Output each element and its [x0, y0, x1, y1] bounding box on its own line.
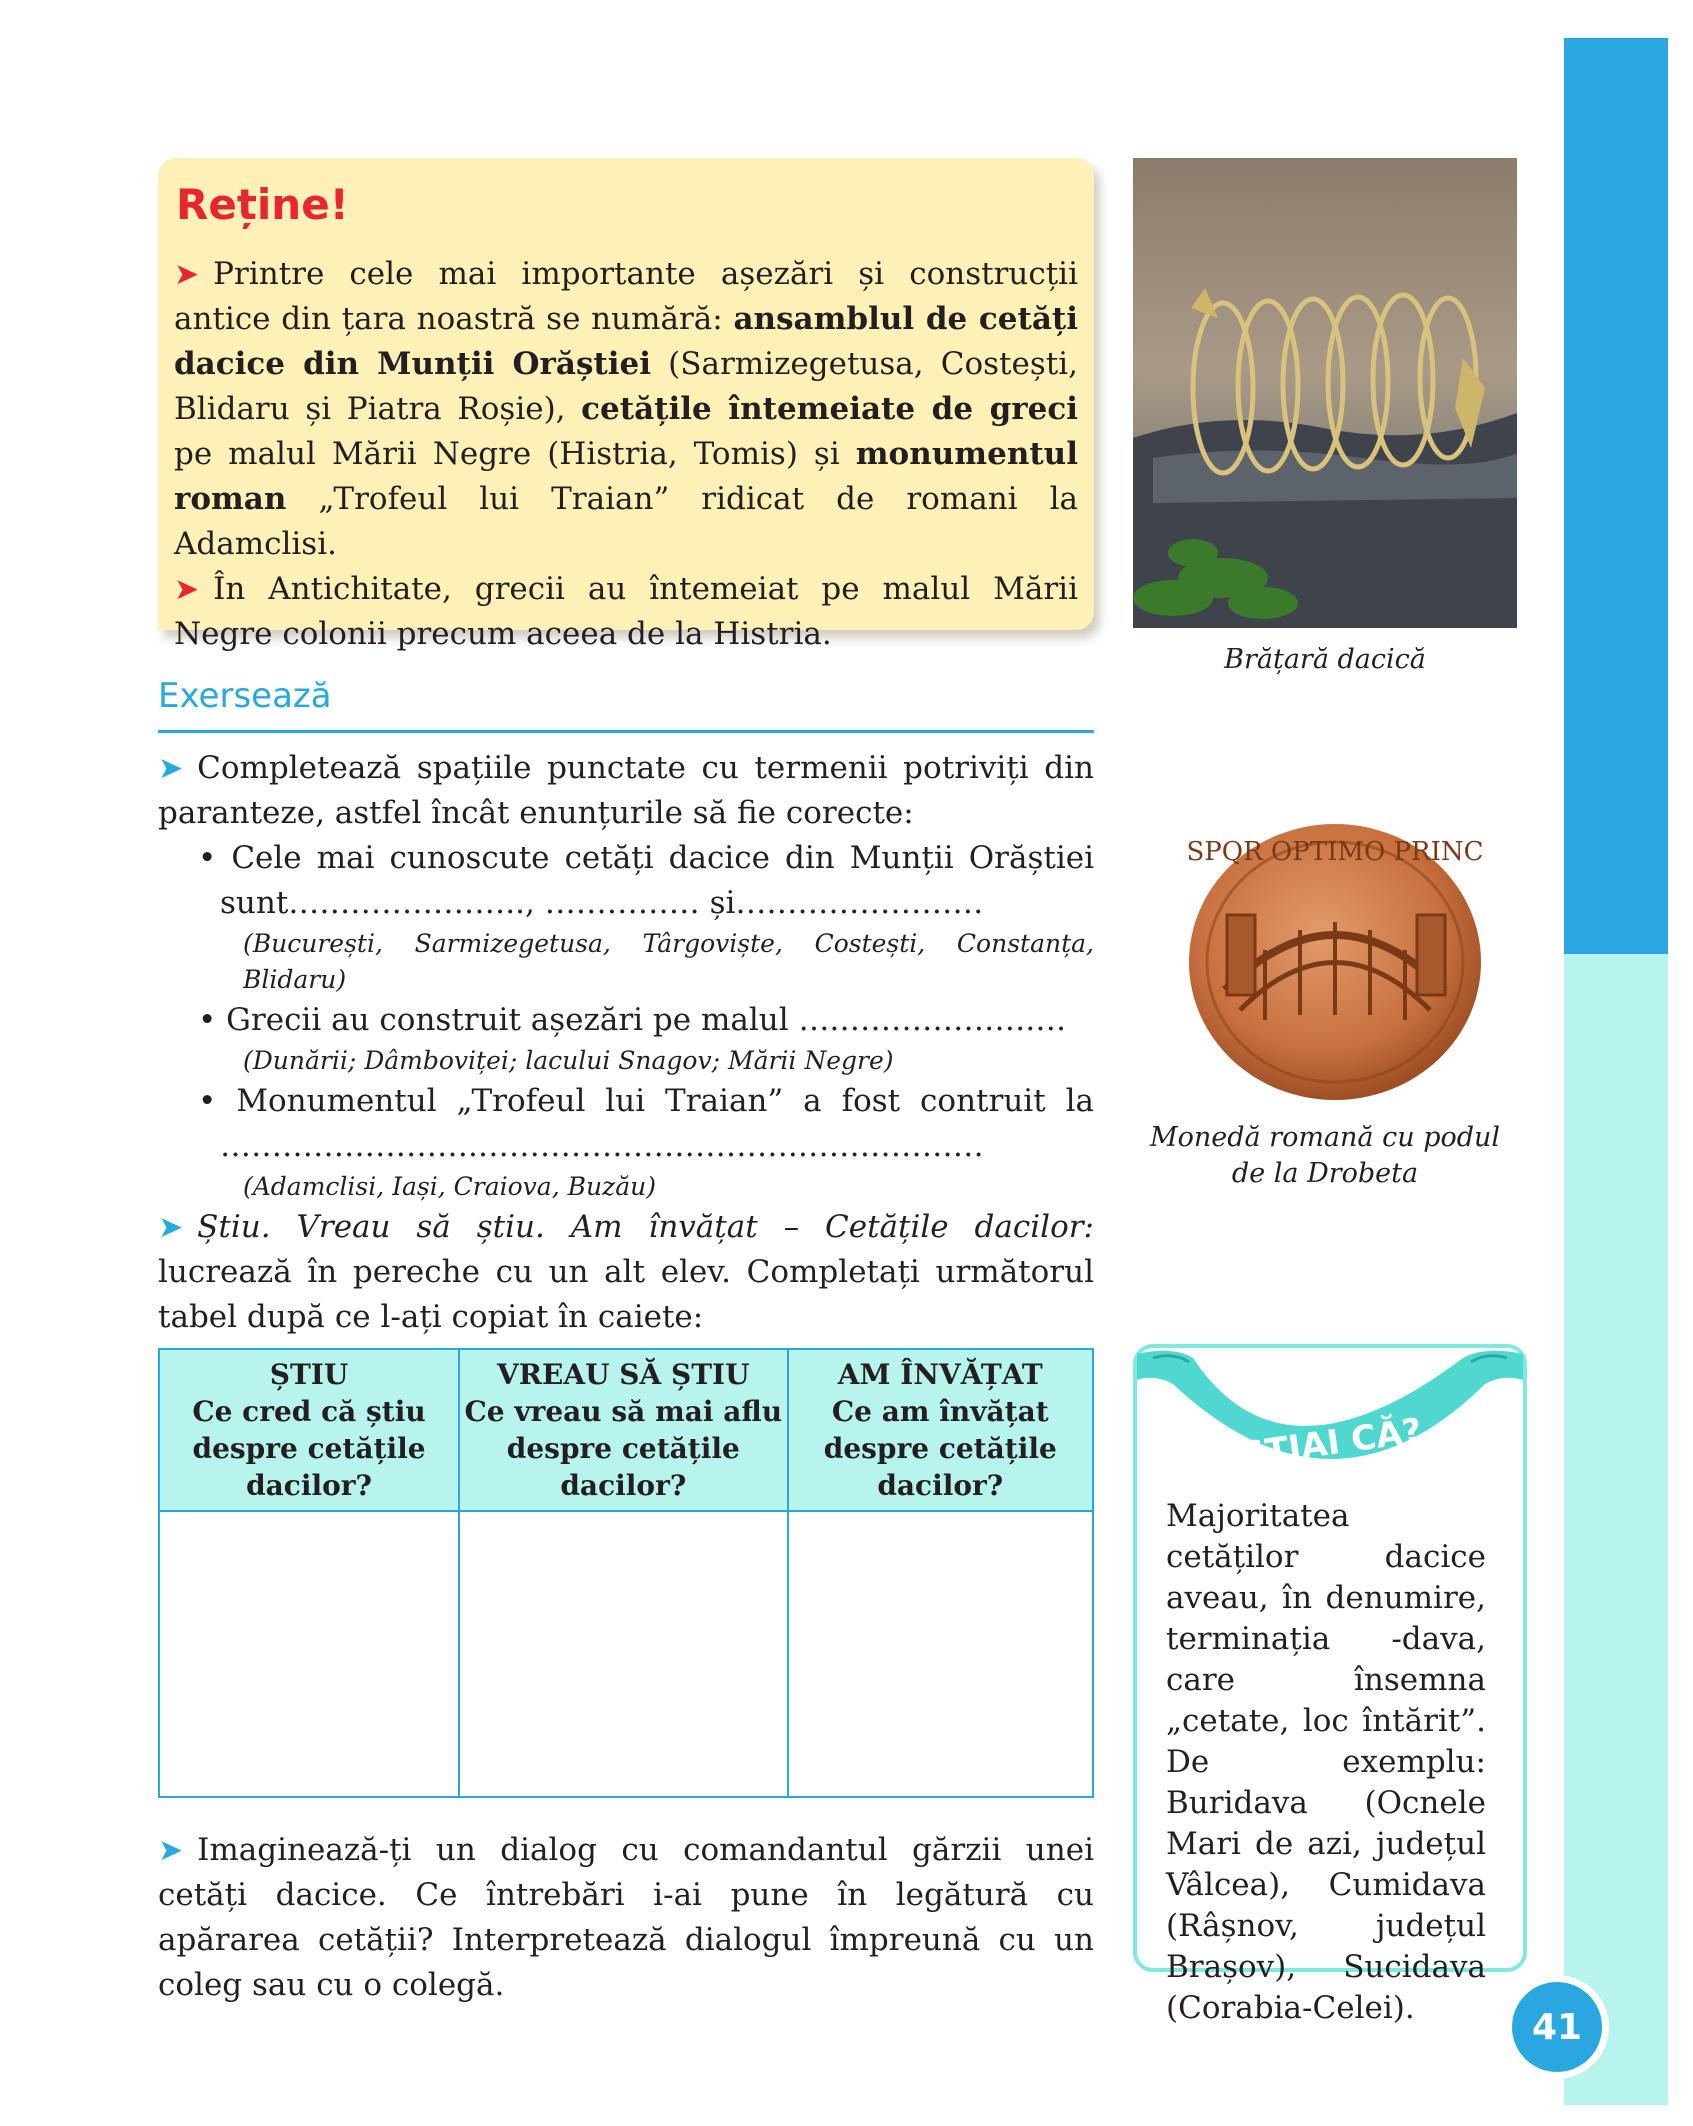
page-number: 41	[1512, 1982, 1602, 2072]
table-row	[159, 1511, 1093, 1797]
exercise-hint-2: (Dunării; Dâmboviței; lacului Snagov; Mării Negre)	[243, 1046, 894, 1075]
task-2: ➤ Știu. Vreau să știu. Am învățat – Cetățile dacilor: lucrează în pereche cu un alt elev. Completați următorul tabel după ce l-ați copiat în caiete:	[158, 1209, 1094, 1335]
kwl-table	[158, 1348, 1094, 1798]
table-header-am-invatat: AM ÎNVĂȚAT Ce am învățat despre cetățile dacilor?	[788, 1349, 1093, 1511]
table-header-row	[159, 1349, 1093, 1511]
retine-box	[158, 158, 1094, 652]
coin-caption: Monedă romană cu podul de la Drobeta	[1149, 1122, 1501, 1189]
red-arrow-icon: ➤	[174, 572, 200, 607]
exercise-hint-3: (Adamclisi, Iași, Craiova, Buzău)	[243, 1172, 656, 1201]
table-header-vreau: VREAU SĂ ȘTIU Ce vreau să mai aflu despre cetățile dacilor?	[459, 1349, 788, 1511]
bracelet-caption: Brățară dacică	[1224, 644, 1426, 675]
table-header-stiu: ȘTIU Ce cred că știu despre cetățile dacilor?	[159, 1349, 459, 1511]
side-band-bottom	[1564, 954, 1668, 2105]
side-band-top	[1564, 38, 1668, 954]
blue-arrow-icon: ➤	[158, 751, 184, 786]
coin-inscription: SPQR OPTIMO PRINC	[1186, 837, 1484, 867]
exercise-item-3: • Monumentul „Trofeul lui Traian” a fost contruit la …………………….………………………….………………	[198, 1083, 1094, 1164]
retine-title: Reține!	[176, 180, 349, 229]
exerseaza-body	[158, 746, 1094, 1340]
retine-body	[174, 252, 1078, 657]
stiai-ca-banner	[1133, 1344, 1527, 1484]
table-cell	[159, 1511, 459, 1797]
exercise-item-1: • Cele mai cunoscute cetăți dacice din Munții Orăștiei sunt………………….., …………… și……………………	[198, 840, 1094, 921]
exerseaza-title: Exersează	[158, 676, 332, 716]
retine-paragraph-2: ➤ În Antichitate, grecii au întemeiat pe malul Mării Negre colonii precum aceea de la Histria.	[174, 571, 1078, 652]
exerseaza-divider	[158, 730, 1094, 733]
svg-text:ȘTIAI CĂ?: ȘTIAI CĂ?	[1238, 1410, 1425, 1476]
red-arrow-icon: ➤	[174, 257, 200, 292]
table-cell	[788, 1511, 1093, 1797]
exercise-hint-1: (București, Sarmizegetusa, Târgoviște, Costești, Constanța, Blidaru)	[243, 929, 1094, 994]
table-cell	[459, 1511, 788, 1797]
exercise-item-2: • Grecii au construit așezări pe malul ….……………….…	[198, 1002, 1067, 1038]
task-3: ➤ Imaginează-ți un dialog cu comandantul gărzii unei cetăți dacice. Ce întrebări i-ai pune în legătură cu apărarea cetății? Interpretează dialogul împreună cu un coleg sau cu o colegă.	[158, 1832, 1094, 2003]
dacian-bracelet-image	[1133, 158, 1517, 628]
roman-coin-image	[1185, 820, 1485, 1104]
stiai-ca-text: Majoritatea cetăților dacice aveau, în denumire, terminația -dava, care însemna „cetate, loc întărit”. De exemplu: Buridava (Ocnele Mari de azi, județul Vâlcea), Cumidava (Râșnov, județul Brașov), Sucidava (Corabia-Celei).	[1166, 1498, 1486, 2026]
exercise-instruction: ➤ Completează spațiile punctate cu termenii potriviți din paranteze, astfel încât enunțurile să fie corecte:	[158, 750, 1094, 831]
blue-arrow-icon: ➤	[158, 1210, 184, 1245]
retine-paragraph-1: ➤ Printre cele mai importante așezări și construcții antice din țara noastră se numără: ansamblul de cetăți dacice din Munții Orăștiei (Sarmizegetusa, Costești, Blidaru și Piatra Roșie), cetățile întemeiate de greci pe malul Mării Negre (Histria, Tomis) și monumentul roman „Trofeul lui Traian” ridicat de romani la Adamclisi.	[174, 256, 1078, 562]
blue-arrow-icon: ➤	[158, 1833, 184, 1868]
